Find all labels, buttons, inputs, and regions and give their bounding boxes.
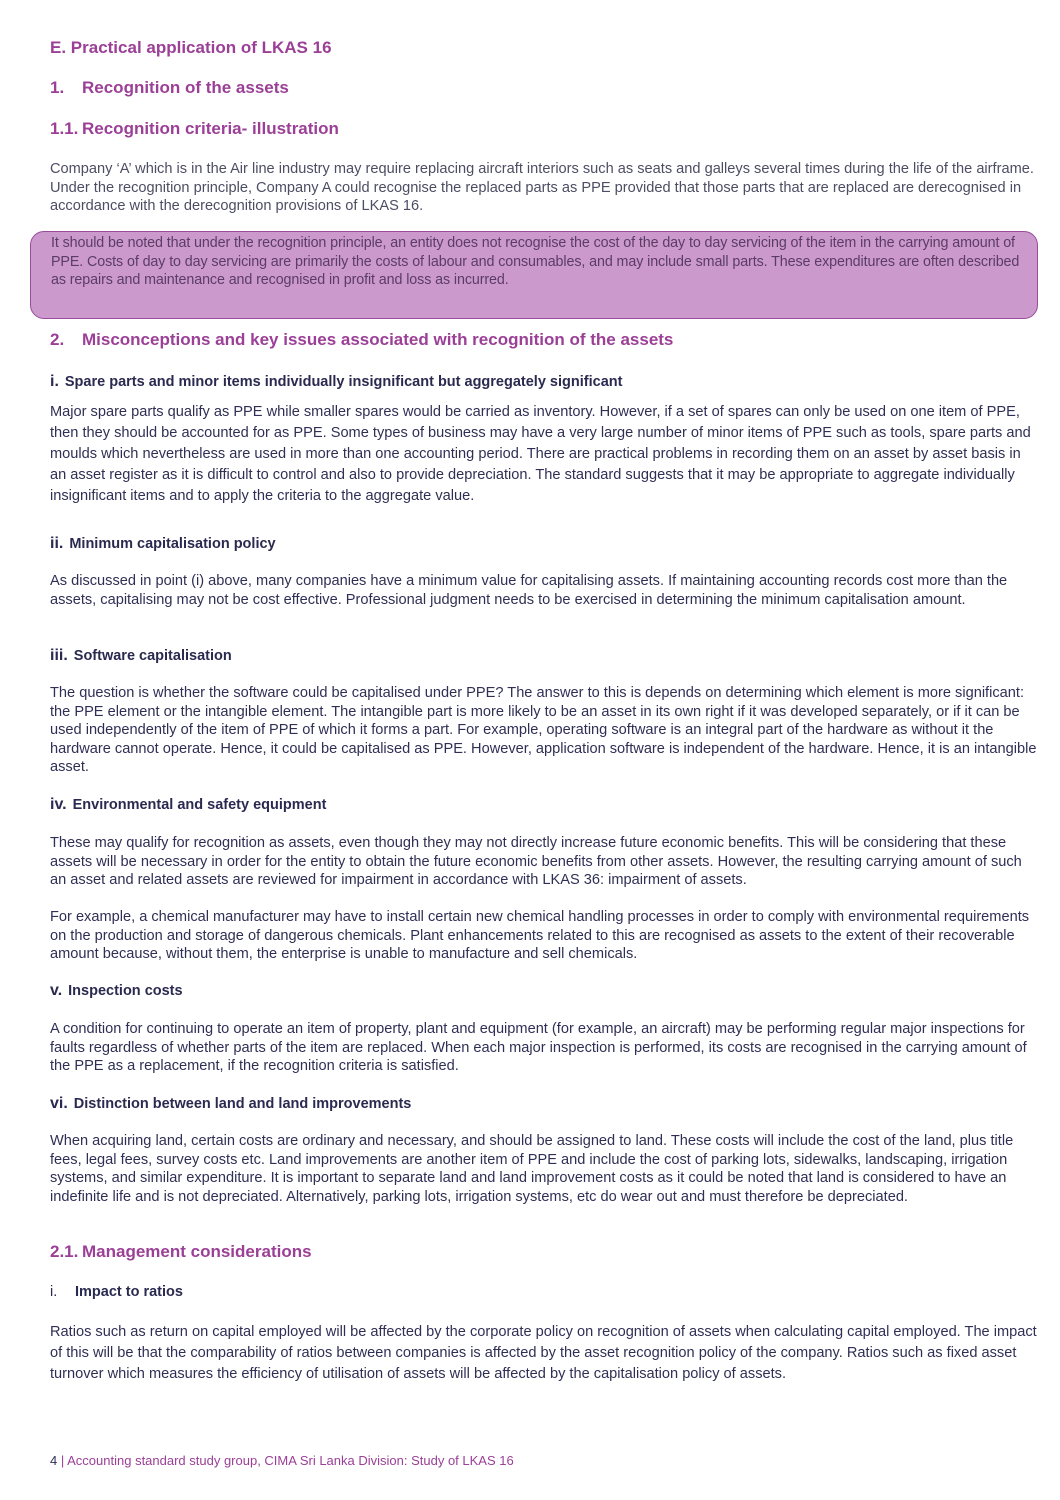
issue-paragraph: As discussed in point (i) above, many companies have a minimum value for capitalising assets. If maintaining accounting records cost more than the assets, capitalising may not be cost effective. Professional judgment needs to be exercised in determining the minimum capitalisation amount. (50, 573, 1008, 608)
page-footer (50, 1453, 1038, 1468)
heading-recognition-criteria (50, 119, 1038, 139)
issue-paragraph: The question is whether the software could be capitalised under PPE? The answer to this is depends on determining which element is more significant: the PPE element or the intangible element. The intangible part is more likely to be an asset in its own right if it was developed separately, or if it can be used independently of the item of PPE of which it forms a part. For example, operating software is an integral part of the hardware as without it the hardware cannot operate. Hence, it could be capitalised as PPE. However, application software is independent of the hardware. Hence, it is an intangible asset. (50, 685, 1037, 776)
issue-paragraph: For example, a chemical manufacturer may have to install certain new chemical handling processes in order to comply with environmental requirements on the production and storage of dangerous chemicals. Plant enhancements related to this are recognised as assets to the extent of their recoverable amount because, without them, the enterprise is unable to manufacture and sell chemicals. (50, 909, 1030, 963)
note-text: It should be noted that under the recognition principle, an entity does not recognise the cost of the day to day servicing of the item in the carrying amount of PPE. Costs of day to day servicing are primarily the costs of labour and consumables, and may include small parts. These expenditures are often described as repairs and maintenance and recognised in profit and loss as incurred. (51, 235, 1020, 289)
issue-number: ii. (50, 535, 64, 552)
issue-heading-min-capitalisation (50, 535, 1038, 553)
issue-heading-software (50, 647, 1038, 665)
issue-title: Inspection costs (68, 983, 183, 999)
heading-text: Recognition criteria- illustration (82, 119, 339, 138)
footer-text: | Accounting standard study group, CIMA Sri Lanka Division: Study of LKAS 16 (60, 1453, 514, 1468)
heading-misconceptions (50, 330, 1038, 350)
intro-paragraph: Company ‘A’ which is in the Air line industry may require replacing aircraft interiors such as seats and galleys several times during the life of the airframe. Under the recognition principle, Company A could recognise the replaced parts as PPE provided that those parts that are replaced are derecognised in accordance with the derecognition provisions of LKAS 16. (50, 161, 1034, 215)
item-title: Impact to ratios (75, 1284, 183, 1300)
issue-title: Software capitalisation (73, 648, 232, 664)
issue-title: Minimum capitalisation policy (69, 536, 276, 552)
subheading-impact-to-ratios (50, 1284, 1038, 1300)
issue-title: Spare parts and minor items individually insignificant but aggregately significant (64, 374, 623, 390)
issue-paragraph: These may qualify for recognition as assets, even though they may not directly increase future economic benefits. This will be considering that these assets will be necessary in order for the entity to obtain the future economic benefits from other assets. However, the resulting carrying amount of such an asset and related assets are reviewed for impairment in accordance with LKAS 36: impairment of assets. (50, 835, 1022, 889)
page-number: 4 (50, 1453, 58, 1468)
heading-text: Recognition of the assets (82, 78, 289, 97)
issue-heading-spare-parts (50, 373, 1038, 391)
issue-title: Environmental and safety equipment (72, 797, 327, 813)
issue-title: Distinction between land and land improvements (73, 1096, 412, 1112)
heading-number: 2. (50, 330, 65, 349)
issue-heading-inspection (50, 982, 1038, 1000)
issue-paragraph: Major spare parts qualify as PPE while smaller spares would be carried as inventory. However, if a set of spares can only be used on one item of PPE, then they should be accounted for as PPE. Some types of business may have a very large number of minor items of PPE such as tools, spare parts and moulds which nevertheless are used in more than one accounting period. There are practical problems in recording them on an asset by asset basis in an asset register as it is difficult to control and also to provide depreciation. The standard suggests that it may be appropriate to aggregate individually insignificant items and to apply the criteria to the aggregate value. (50, 404, 1031, 504)
heading-number: 1.1. (50, 119, 79, 138)
issue-number: vi. (50, 1095, 68, 1112)
heading-number: 2.1. (50, 1242, 79, 1261)
note-callout-box (30, 231, 1038, 319)
issue-paragraph: A condition for continuing to operate an item of property, plant and equipment (for example, an aircraft) may be performing regular major inspections for faults regardless of whether parts of the item are replaced. When each major inspection is performed, its costs are recognised in the carrying amount of the PPE as a replacement, if the recognition criteria is satisfied. (50, 1021, 1027, 1075)
issue-number: iv. (50, 796, 67, 813)
heading-recognition-of-assets (50, 78, 1038, 98)
item-number: i. (50, 1284, 58, 1300)
issue-number: v. (50, 982, 63, 999)
issue-paragraph: When acquiring land, certain costs are ordinary and necessary, and should be assigned to land. These costs will include the cost of the land, plus title fees, legal fees, survey costs etc. Land improvements are another item of PPE and include the cost of parking lots, sidewalks, landscaping, irrigation systems, and similar expenditure. It is important to separate land and land improvement costs as it could be noted that land is considered to have an indefinite life and is not depreciated. Alternatively, parking lots, irrigation systems, etc do wear out and must therefore be depreciated. (50, 1133, 1014, 1205)
heading-text: Management considerations (82, 1242, 312, 1261)
issue-number: iii. (50, 647, 68, 664)
issue-heading-environmental (50, 796, 1038, 814)
issue-heading-land (50, 1095, 1038, 1113)
heading-management-considerations (50, 1242, 1038, 1262)
heading-number: 1. (50, 78, 65, 97)
ratios-paragraph: Ratios such as return on capital employed will be affected by the corporate policy on recognition of assets when calculating capital employed. The impact of this will be that the comparability of ratios between companies is affected by the asset recognition policy of the company. Ratios such as fixed asset turnover which measures the efficiency of utilisation of assets will be affected by the capitalisation policy of assets. (50, 1324, 1037, 1382)
heading-text: Misconceptions and key issues associated with recognition of the assets (82, 330, 674, 349)
section-heading-e: E. Practical application of LKAS 16 (50, 38, 332, 57)
issue-number: i. (50, 373, 59, 390)
